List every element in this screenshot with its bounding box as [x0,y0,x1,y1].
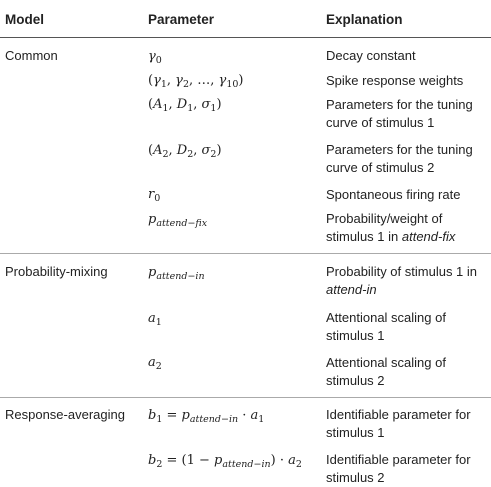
explanation-p-attend-fix: Probability/weight of stimulus 1 in attend-fix [326,211,456,244]
explanation-a1: Attentional scaling of stimulus 1 [326,310,446,343]
param-b1: $b_1 = p_{attend-in} \cdot a_1$ [148,408,265,425]
param-gamma0: $\gamma_0$ [148,49,162,66]
header-explanation: Explanation [326,12,403,27]
param-p-attend-in: $p_{attend-in}$ [148,265,205,282]
explanation-r0: Spontaneous firing rate [326,187,461,202]
explanation-p-attend-in: Probability of stimulus 1 in attend-in [326,264,478,297]
explanation-a2: Attentional scaling of stimulus 2 [326,355,446,388]
param-b2: $b_2 = (1 - p_{attend-in}) \cdot a_2$ [148,453,302,470]
explanation-tuning-1: Parameters for the tuning curve of stimulus 1 [326,97,473,130]
param-a1: $a_1$ [148,311,162,328]
explanation-tuning-2: Parameters for the tuning curve of stimulus 2 [326,142,473,175]
param-a2: $a_2$ [148,355,162,372]
explanation-b2: Identifiable parameter for stimulus 2 [326,452,471,485]
section-rule-2 [0,397,491,398]
explanation-b1: Identifiable parameter for stimulus 1 [326,407,471,440]
header-rule [0,37,491,38]
explanation-gamma0: Decay constant [326,48,416,63]
param-p-attend-fix: $p_{attend-fix}$ [148,212,208,229]
param-r0: $r_0$ [148,187,161,204]
model-common: Common [5,48,58,63]
section-rule-1 [0,253,491,254]
header-model: Model [5,12,44,27]
model-probability-mixing: Probability-mixing [5,264,108,279]
param-tuning-2: ($A_2$, $D_2$, $\sigma_2$) [148,143,222,160]
model-response-averaging: Response-averaging [5,407,125,422]
header-parameter: Parameter [148,12,215,27]
param-tuning-1: ($A_1$, $D_1$, $\sigma_1$) [148,97,222,114]
param-spike-weights: ($\gamma_1$, $\gamma_2$, …, $\gamma_{10}$) [148,73,244,90]
explanation-spike-weights: Spike response weights [326,73,464,88]
